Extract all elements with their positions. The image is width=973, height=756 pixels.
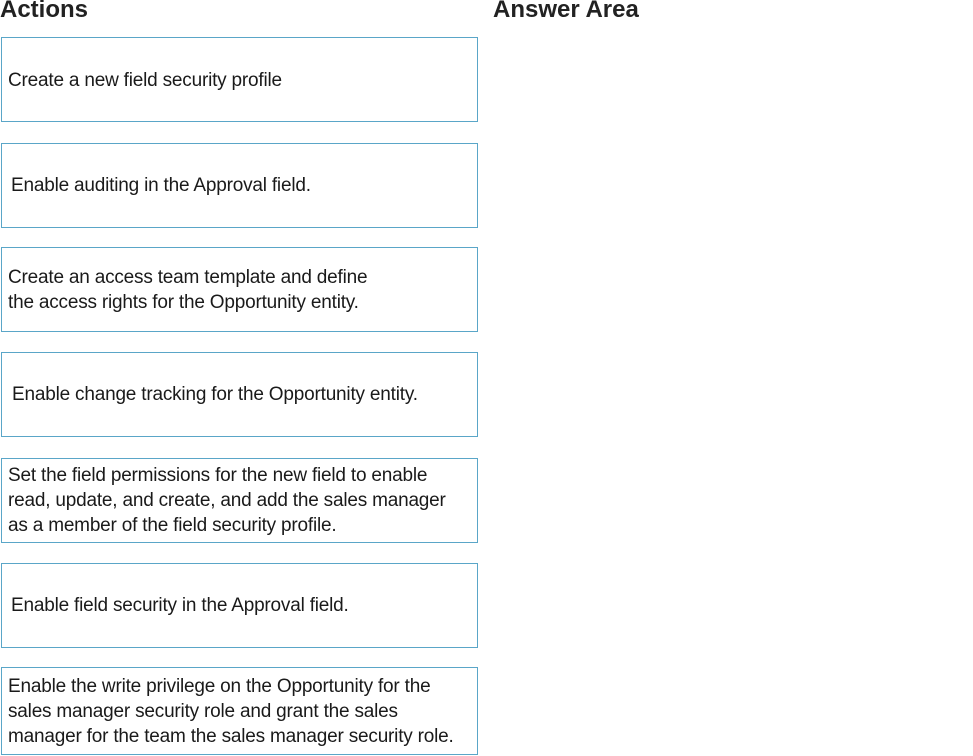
action-label: Enable auditing in the Approval field.: [11, 175, 311, 196]
action-label: Create an access team template and define the access rights for the Opportunity entity.: [8, 266, 368, 313]
action-create-field-security-profile[interactable]: [1, 37, 478, 122]
answer-area-dropzone[interactable]: [490, 30, 970, 750]
actions-heading: Actions: [0, 0, 89, 23]
action-enable-change-tracking[interactable]: [1, 352, 478, 437]
action-enable-auditing[interactable]: [1, 143, 478, 228]
action-label: Set the field permissions for the new field to enable read, update, and create, and add the sales manager as a member of the field security profile.: [8, 465, 446, 536]
action-set-field-permissions[interactable]: [1, 458, 478, 543]
action-label: Create a new field security profile: [8, 70, 282, 91]
action-label: Enable the write privilege on the Opportunity for the sales manager security role and grant the sales manager for the team the sales manager security role.: [8, 675, 454, 747]
action-label: Enable field security in the Approval field.: [11, 595, 349, 616]
action-enable-write-privilege[interactable]: [1, 667, 478, 755]
action-enable-field-security[interactable]: [1, 563, 478, 648]
action-label: Enable change tracking for the Opportunity entity.: [12, 384, 418, 405]
answer-area-heading: Answer Area: [493, 0, 639, 23]
action-create-access-team-template[interactable]: [1, 247, 478, 332]
